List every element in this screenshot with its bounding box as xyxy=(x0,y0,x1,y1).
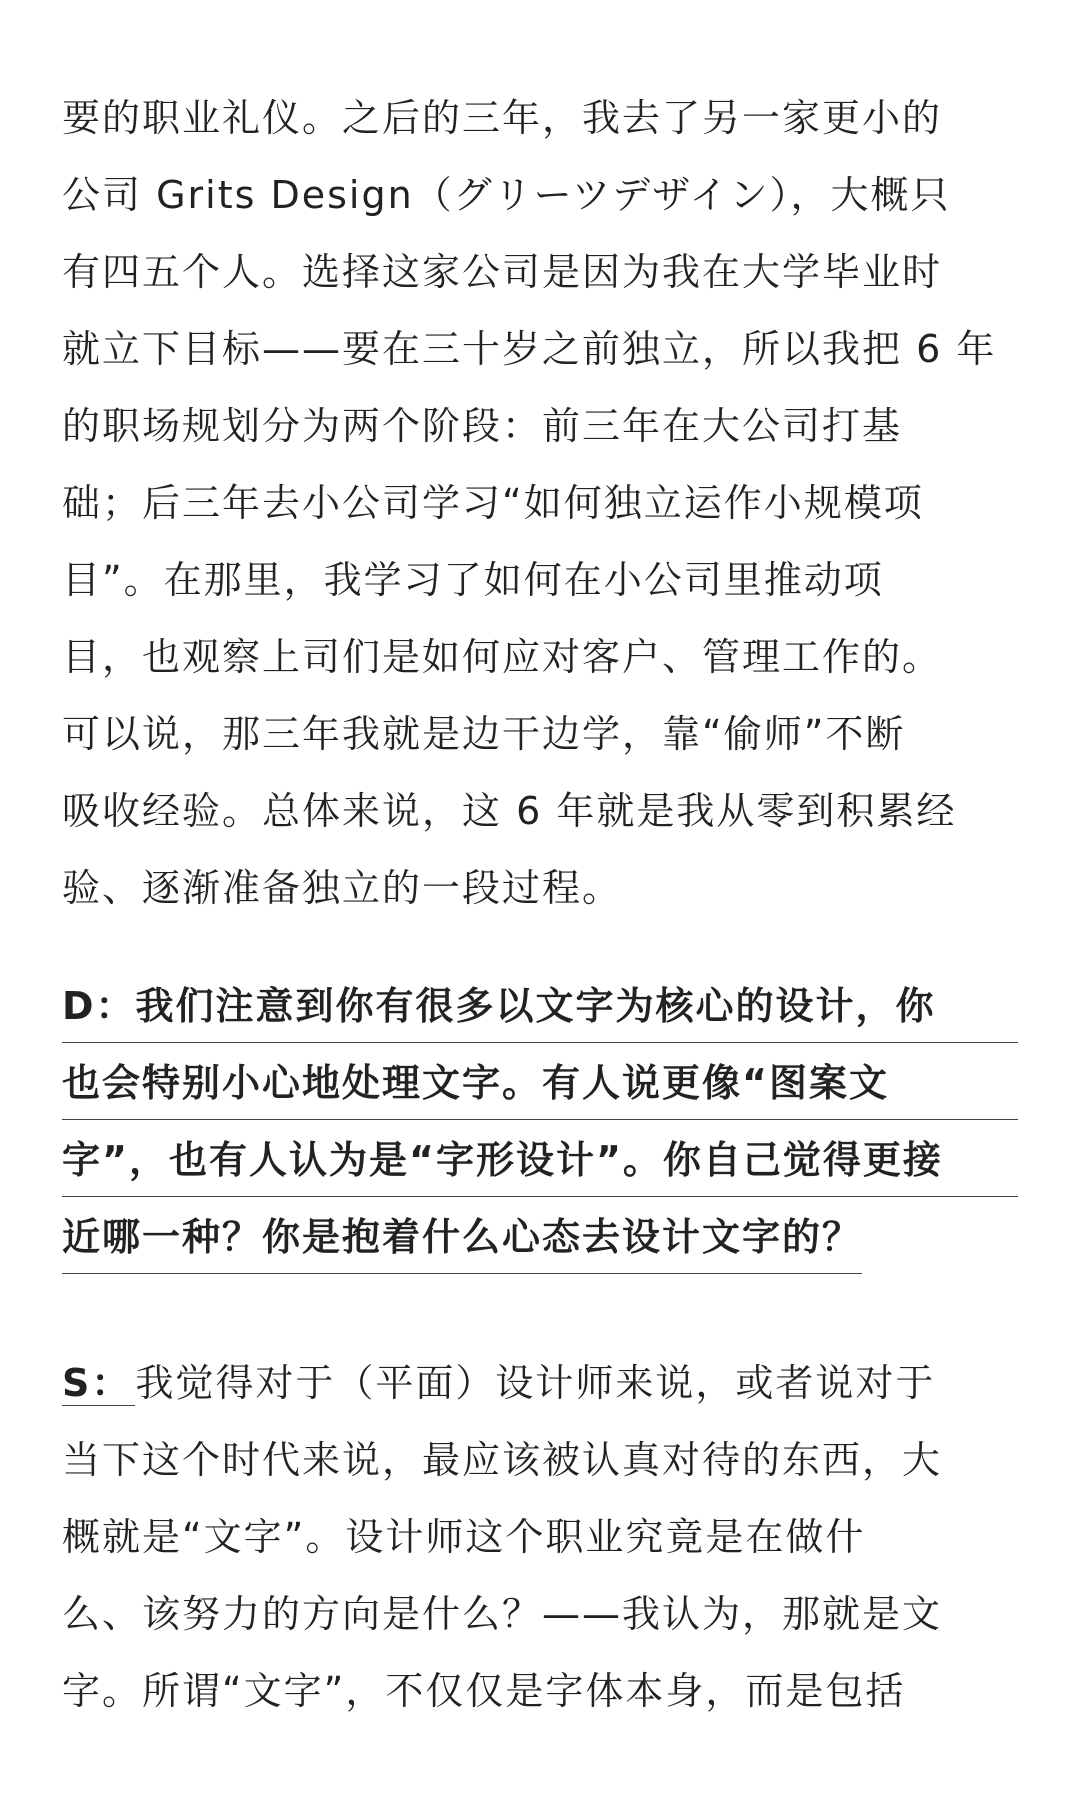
intro-line: 可以说，那三年我就是边干边学，靠“偷师”不断 xyxy=(62,712,906,756)
interview-answer xyxy=(62,1345,1018,1730)
intro-paragraph xyxy=(62,80,1018,927)
answer-line: 概就是“文字”。设计师这个职业究竟是在做什 xyxy=(62,1515,866,1559)
interview-question xyxy=(62,969,1018,1303)
question-line: 也会特别小心地处理文字。有人说更像“图案文 xyxy=(62,1046,1018,1120)
intro-line: 有四五个人。选择这家公司是因为我在大学毕业时 xyxy=(62,250,943,294)
intro-line: 要的职业礼仪。之后的三年，我去了另一家更小的 xyxy=(62,96,943,140)
question-line: 近哪一种？你是抱着什么心态去设计文字的？ xyxy=(62,1200,862,1274)
answer-line: 当下这个时代来说，最应该被认真对待的东西，大 xyxy=(62,1438,943,1482)
intro-line: 目，也观察上司们是如何应对客户、管理工作的。 xyxy=(62,635,943,679)
answer-first-line xyxy=(62,1345,1018,1422)
answer-line: 么、该努力的方向是什么？——我认为，那就是文 xyxy=(62,1592,943,1636)
intro-line: 验、逐渐准备独立的一段过程。 xyxy=(62,866,623,910)
question-line: D：我们注意到你有很多以文字为核心的设计，你 xyxy=(62,969,1018,1043)
answer-line: 字。所谓“文字”，不仅仅是字体本身，而是包括 xyxy=(62,1669,906,1713)
intro-line: 公司 Grits Design（グリーツデザイン），大概只 xyxy=(62,173,951,217)
intro-line: 础；后三年去小公司学习“如何独立运作小规模项 xyxy=(62,481,924,525)
intro-line: 吸收经验。总体来说，这 6 年就是我从零到积累经 xyxy=(62,789,957,833)
answer-speaker-label: S： xyxy=(62,1361,135,1406)
intro-line: 就立下目标——要在三十岁之前独立，所以我把 6 年 xyxy=(62,327,997,371)
intro-line: 的职场规划分为两个阶段：前三年在大公司打基 xyxy=(62,404,903,448)
answer-line: 我觉得对于（平面）设计师来说，或者说对于 xyxy=(135,1361,936,1405)
intro-line: 目”。在那里，我学习了如何在小公司里推动项 xyxy=(62,558,884,602)
question-line: 字”，也有人认为是“字形设计”。你自己觉得更接 xyxy=(62,1123,1018,1197)
